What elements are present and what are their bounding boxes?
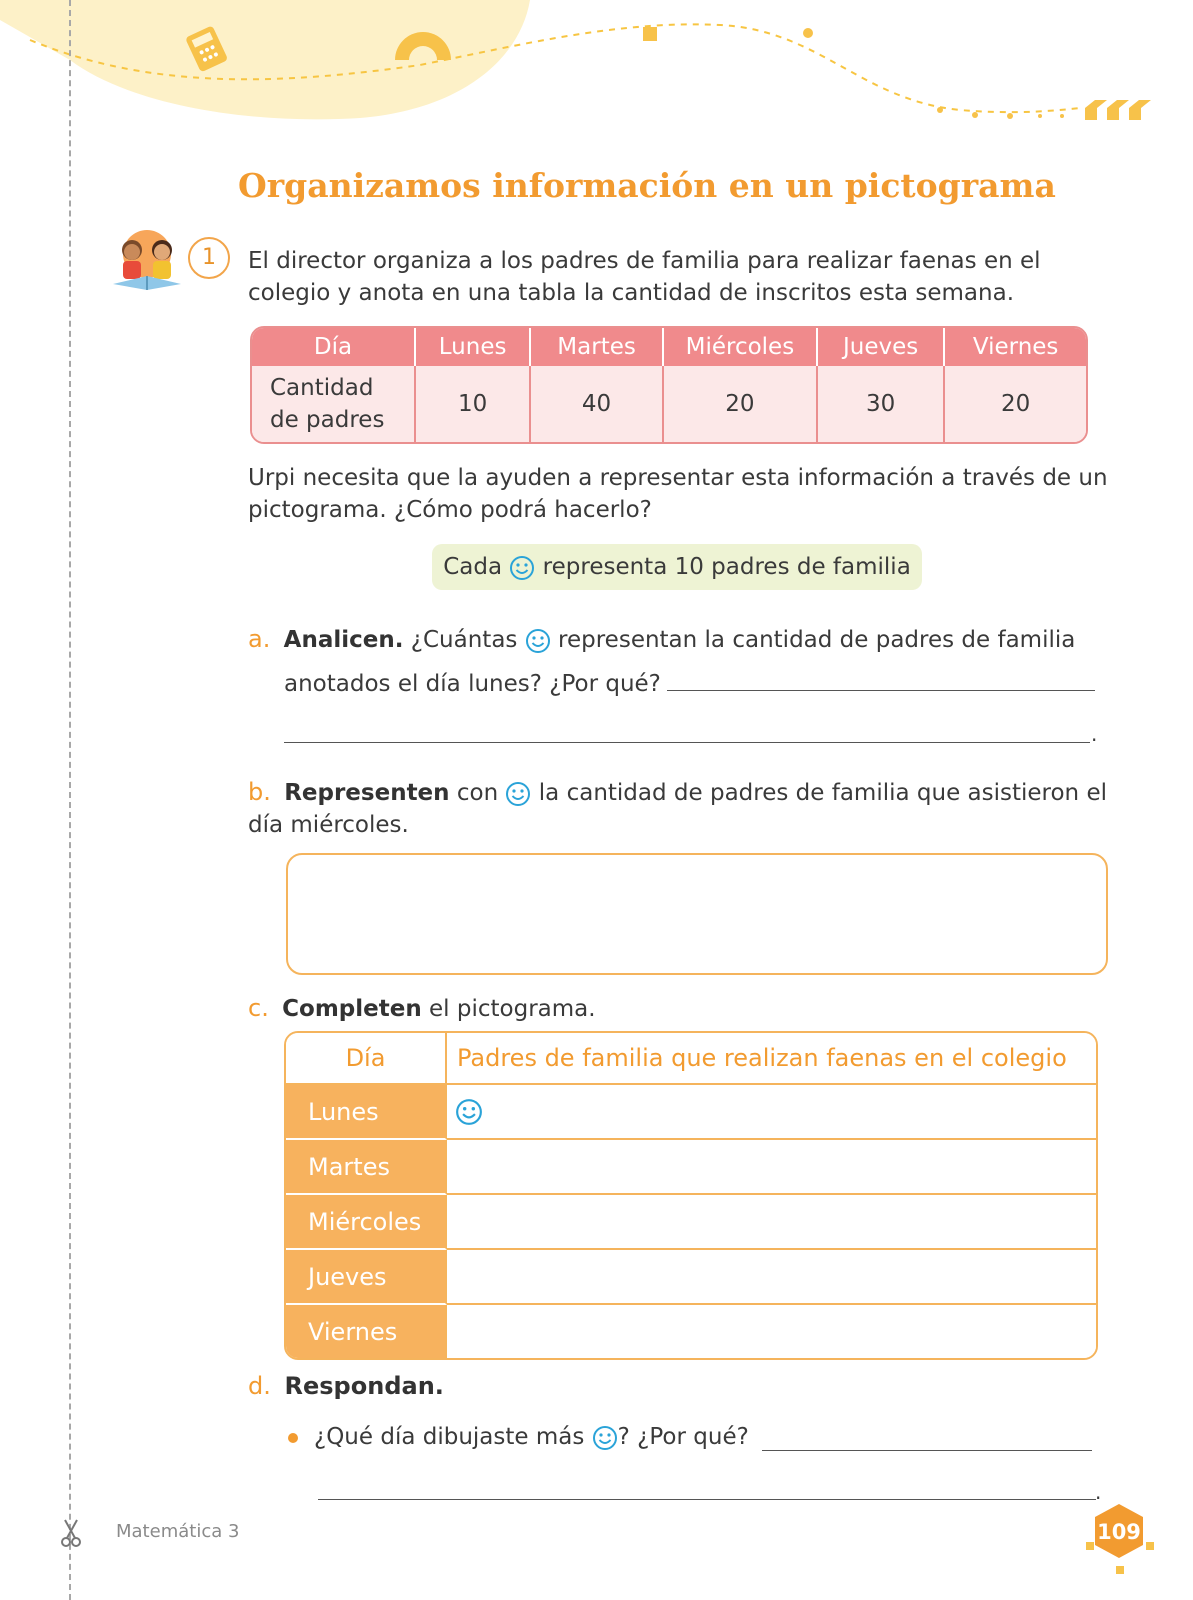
pictogram-cell[interactable] xyxy=(447,1085,1096,1140)
children-reading-illustration xyxy=(108,228,186,294)
pictogram-day-label: Lunes xyxy=(286,1085,447,1140)
pictogram-header-title: Padres de familia que realizan faenas en el colegio xyxy=(447,1033,1096,1085)
item-verb: Representen xyxy=(284,780,450,806)
pictogram-cell[interactable] xyxy=(447,1305,1096,1358)
drawing-box[interactable] xyxy=(286,853,1108,975)
cube-icon xyxy=(643,27,657,41)
item-text: anotados el día lunes? ¿Por qué? xyxy=(284,671,661,697)
table-header: Día xyxy=(252,328,416,366)
scissors-icon xyxy=(60,1518,82,1548)
pictogram-row xyxy=(286,1085,1096,1140)
bullet-icon xyxy=(288,1433,298,1443)
table-header: Martes xyxy=(531,328,664,366)
smiley-icon xyxy=(505,781,531,807)
item-c xyxy=(248,994,596,1022)
item-text: con xyxy=(456,780,499,806)
pictogram-header-row xyxy=(286,1033,1096,1085)
pictogram-cell[interactable] xyxy=(447,1140,1096,1195)
item-text: la cantidad de padres de familia que asistieron el día miércoles. xyxy=(248,780,1107,838)
pictogram-day-label: Miércoles xyxy=(286,1195,447,1250)
legend-after: representa 10 padres de familia xyxy=(542,554,911,580)
activity-number: 1 xyxy=(188,237,230,279)
row-label-line2: de padres xyxy=(270,407,385,433)
cube-icon xyxy=(1086,1542,1094,1550)
answer-line[interactable] xyxy=(667,690,1095,691)
cube-icon xyxy=(1116,1566,1124,1574)
answer-line[interactable] xyxy=(318,1499,1096,1500)
pictogram-legend xyxy=(432,544,922,590)
pictogram-row xyxy=(286,1250,1096,1305)
page-number-badge xyxy=(1090,1502,1148,1560)
line-end-period: . xyxy=(1091,722,1098,746)
pictogram-row xyxy=(286,1140,1096,1195)
page-title: Organizamos información en un pictograma xyxy=(238,166,1056,205)
table-cell: 20 xyxy=(945,366,1086,442)
pictogram-day-label: Jueves xyxy=(286,1250,447,1305)
table-cell: 30 xyxy=(818,366,945,442)
item-d-question xyxy=(288,1419,749,1455)
smiley-icon xyxy=(525,628,551,654)
row-label-line1: Cantidad xyxy=(270,375,374,401)
cubes-icon xyxy=(1085,100,1151,120)
table-cell: 20 xyxy=(664,366,818,442)
item-verb: Analicen. xyxy=(283,627,404,653)
answer-line[interactable] xyxy=(284,742,1090,743)
cut-line xyxy=(69,0,71,1600)
item-text: el pictograma. xyxy=(429,996,596,1022)
table-header: Lunes xyxy=(416,328,531,366)
pictogram-row xyxy=(286,1305,1096,1358)
item-verb: Respondan. xyxy=(284,1372,444,1400)
row-label xyxy=(252,366,416,442)
pictogram-day-label: Viernes xyxy=(286,1305,447,1358)
line-end-period: . xyxy=(1095,1480,1102,1504)
item-letter: d. xyxy=(248,1372,271,1400)
table-header: Viernes xyxy=(945,328,1086,366)
item-text: ¿Qué día dibujaste más xyxy=(314,1424,585,1450)
pictogram-header-day: Día xyxy=(286,1033,447,1085)
smiley-icon xyxy=(509,555,535,581)
table-header: Jueves xyxy=(818,328,945,366)
cube-icon xyxy=(1146,1542,1154,1550)
legend-before: Cada xyxy=(443,554,503,580)
item-text: representan la cantidad de padres de familia xyxy=(558,627,1076,653)
pictogram-day-label: Martes xyxy=(286,1140,447,1195)
smiley-icon xyxy=(455,1098,483,1126)
item-verb: Completen xyxy=(282,996,422,1022)
answer-line[interactable] xyxy=(762,1450,1092,1451)
pictogram-table xyxy=(284,1031,1098,1360)
item-letter: b. xyxy=(248,778,271,806)
table-cell: 40 xyxy=(531,366,664,442)
data-table xyxy=(250,326,1088,444)
pictogram-cell[interactable] xyxy=(447,1195,1096,1250)
item-a xyxy=(248,617,1118,706)
table-header: Miércoles xyxy=(664,328,818,366)
table-row xyxy=(252,366,1086,442)
table-cell: 10 xyxy=(416,366,531,442)
table-header-row xyxy=(252,328,1086,366)
item-text: ? ¿Por qué? xyxy=(617,1424,749,1450)
page-number: 109 xyxy=(1097,1520,1141,1544)
item-letter: c. xyxy=(248,994,269,1022)
item-letter: a. xyxy=(248,625,271,653)
smiley-icon xyxy=(592,1425,618,1451)
book-title: Matemática 3 xyxy=(116,1521,240,1542)
item-b xyxy=(248,776,1118,841)
item-text: ¿Cuántas xyxy=(410,627,518,653)
pictogram-cell[interactable] xyxy=(447,1250,1096,1305)
item-d xyxy=(248,1372,444,1400)
pictogram-row xyxy=(286,1195,1096,1250)
question-intro: Urpi necesita que la ayuden a representar esta información a través de un pictograma. ¿Cómo podrá hacerlo? xyxy=(248,465,1108,523)
header-decoration xyxy=(0,0,1193,160)
intro-text: El director organiza a los padres de familia para realizar faenas en el colegio y anota en una tabla la cantidad de inscritos esta semana. xyxy=(248,248,1041,306)
